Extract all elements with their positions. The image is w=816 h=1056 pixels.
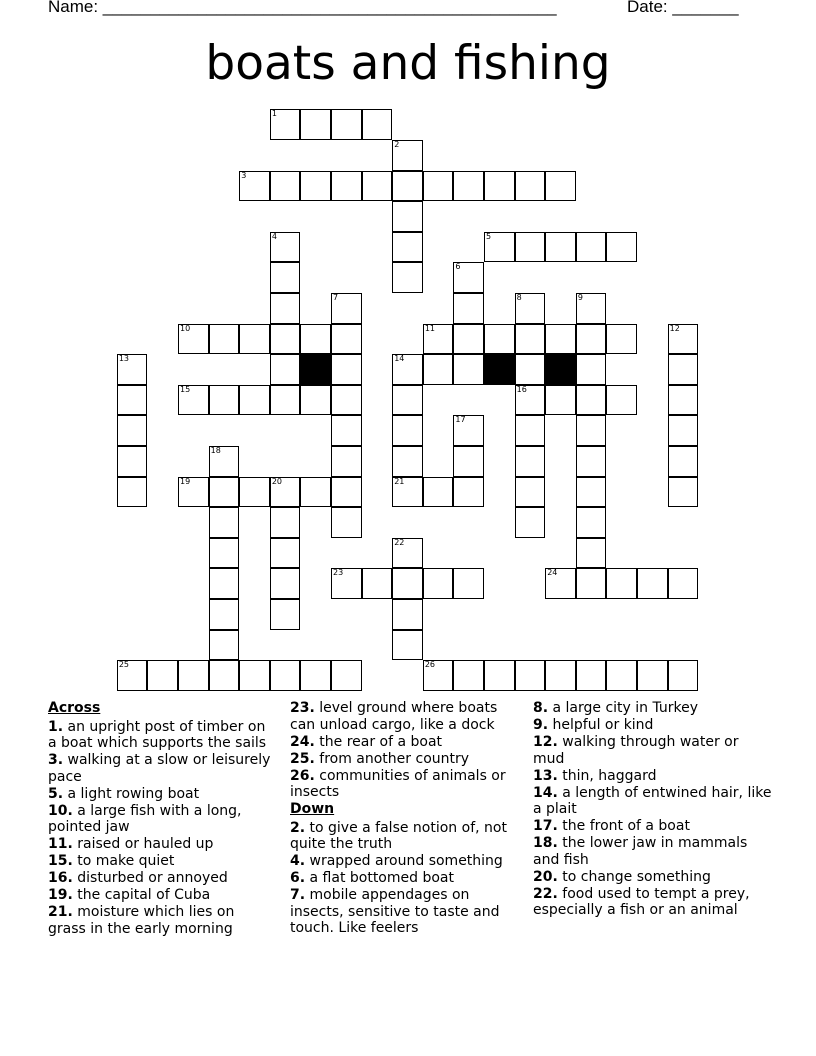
- grid-cell[interactable]: [331, 354, 362, 385]
- clue-text: wrapped around something: [305, 853, 503, 869]
- clue-item: [533, 835, 773, 868]
- clue-text: an upright post of timber on a boat which supports the sails: [48, 718, 267, 751]
- clue-number: 17: [455, 415, 466, 425]
- grid-cell[interactable]: [270, 568, 301, 599]
- grid-cell[interactable]: [331, 415, 362, 446]
- grid-cell[interactable]: [515, 507, 546, 538]
- grid-cell[interactable]: [270, 538, 301, 569]
- grid-cell[interactable]: [515, 354, 546, 385]
- clue-text: level ground where boats can unload cargo, like a dock: [290, 700, 498, 733]
- grid-cell[interactable]: [117, 415, 148, 446]
- clue-number: 7: [333, 293, 339, 302]
- clue-number: 4.: [290, 853, 306, 869]
- clue-number: 6.: [290, 870, 306, 886]
- clue-text: the front of a boat: [557, 818, 690, 834]
- grid-cell[interactable]: [515, 385, 546, 416]
- clue-number: 23: [333, 568, 344, 578]
- clue-item: [48, 752, 276, 785]
- clue-number: 12.: [533, 734, 558, 750]
- grid-cell[interactable]: [239, 385, 270, 416]
- grid-cell[interactable]: [453, 171, 484, 202]
- grid-cell[interactable]: [637, 660, 668, 691]
- grid-cell[interactable]: [576, 354, 607, 385]
- grid-cell[interactable]: [576, 568, 607, 599]
- clue-text: to make quiet: [72, 853, 175, 869]
- grid-cell[interactable]: [668, 446, 699, 477]
- clue-text: helpful or kind: [548, 717, 654, 733]
- clue-item: [290, 768, 522, 801]
- grid-cell[interactable]: [453, 446, 484, 477]
- clue-number: 24.: [290, 733, 315, 750]
- clue-text: thin, haggard: [557, 767, 657, 784]
- clue-text: mobile appendages on insects, sensitive to taste and touch. Like feelers: [290, 887, 500, 936]
- grid-cell[interactable]: [331, 385, 362, 416]
- clue-number: 19: [180, 476, 191, 486]
- clue-number: 16.: [48, 870, 73, 886]
- black-square: [545, 354, 576, 385]
- grid-cell[interactable]: [117, 660, 148, 691]
- black-square: [484, 354, 515, 385]
- grid-cell[interactable]: [515, 660, 546, 691]
- date-field-label: Date: _______: [627, 0, 739, 16]
- down-heading: Down: [290, 801, 335, 817]
- clues-column-1: [48, 700, 276, 938]
- grid-cell[interactable]: [515, 293, 546, 324]
- clue-text: a length of entwined hair, like a plait: [533, 784, 772, 817]
- grid-cell[interactable]: [515, 324, 546, 355]
- clue-number: 2.: [290, 819, 306, 836]
- grid-cell[interactable]: [239, 171, 270, 202]
- grid-cell[interactable]: [668, 385, 699, 416]
- clue-item: [533, 869, 773, 886]
- grid-cell[interactable]: [576, 293, 607, 324]
- grid-cell[interactable]: [392, 201, 423, 232]
- grid-cell[interactable]: [392, 568, 423, 599]
- across-clue-list: [48, 719, 276, 938]
- clue-text: walking at a slow or leisurely pace: [48, 752, 271, 785]
- grid-cell[interactable]: [637, 568, 668, 599]
- grid-cell[interactable]: [392, 232, 423, 263]
- grid-cell[interactable]: [270, 293, 301, 324]
- grid-cell[interactable]: [392, 599, 423, 630]
- clue-text: the lower jaw in mammals and fish: [533, 835, 748, 868]
- clue-number: 26: [424, 660, 435, 670]
- clue-number: 8: [516, 293, 522, 302]
- grid-cell[interactable]: [300, 660, 331, 691]
- grid-cell[interactable]: [515, 477, 546, 508]
- grid-cell[interactable]: [392, 415, 423, 446]
- grid-cell[interactable]: [453, 324, 484, 355]
- grid-cell[interactable]: [576, 446, 607, 477]
- across-heading: Across: [48, 700, 101, 716]
- page-title: boats and fishing: [205, 36, 611, 91]
- clue-text: raised or hauled up: [72, 836, 214, 852]
- clue-text: the rear of a boat: [314, 733, 443, 750]
- clue-number: 1.: [48, 718, 64, 735]
- clue-number: 21.: [48, 904, 73, 920]
- clue-item: [533, 700, 773, 717]
- grid-cell[interactable]: [362, 109, 393, 140]
- grid-cell[interactable]: [392, 171, 423, 202]
- clue-number: 5: [486, 231, 492, 241]
- clue-item: [290, 887, 522, 937]
- clue-number: 1: [271, 109, 277, 119]
- grid-cell[interactable]: [606, 324, 637, 355]
- clue-text: a flat bottomed boat: [305, 870, 454, 886]
- grid-cell[interactable]: [392, 385, 423, 416]
- clue-number: 14: [394, 354, 405, 364]
- grid-cell[interactable]: [423, 324, 454, 355]
- grid-cell[interactable]: [392, 538, 423, 569]
- clue-number: 25: [118, 660, 129, 670]
- grid-cell[interactable]: [331, 109, 362, 140]
- grid-cell[interactable]: [270, 262, 301, 293]
- grid-cell[interactable]: [423, 660, 454, 691]
- clue-number: 3.: [48, 752, 64, 768]
- grid-cell[interactable]: [331, 507, 362, 538]
- grid-cell[interactable]: [576, 507, 607, 538]
- grid-cell[interactable]: [545, 232, 576, 263]
- grid-cell[interactable]: [545, 385, 576, 416]
- grid-cell[interactable]: [178, 477, 209, 508]
- grid-cell[interactable]: [515, 446, 546, 477]
- grid-cell[interactable]: [453, 568, 484, 599]
- clue-number: 5.: [48, 785, 64, 802]
- grid-cell[interactable]: [331, 477, 362, 508]
- grid-cell[interactable]: [545, 660, 576, 691]
- grid-cell[interactable]: [545, 568, 576, 599]
- grid-cell[interactable]: [117, 354, 148, 385]
- grid-cell[interactable]: [576, 660, 607, 691]
- grid-cell[interactable]: [668, 415, 699, 446]
- grid-cell[interactable]: [453, 477, 484, 508]
- grid-cell[interactable]: [515, 171, 546, 202]
- grid-cell[interactable]: [270, 171, 301, 202]
- grid-cell[interactable]: [270, 385, 301, 416]
- grid-cell[interactable]: [209, 507, 240, 538]
- grid-cell[interactable]: [209, 477, 240, 508]
- clue-item: [48, 719, 276, 752]
- clue-number: 11: [424, 323, 435, 333]
- grid-cell[interactable]: [270, 109, 301, 140]
- grid-cell[interactable]: [117, 446, 148, 477]
- clue-item: [533, 886, 773, 919]
- clue-number: 20.: [533, 868, 558, 885]
- clue-item: [290, 853, 522, 870]
- grid-cell[interactable]: [239, 660, 270, 691]
- grid-cell[interactable]: [606, 385, 637, 416]
- clue-number: 8.: [533, 700, 549, 716]
- clue-item: [48, 836, 276, 853]
- grid-cell[interactable]: [270, 232, 301, 263]
- clue-number: 21: [394, 476, 405, 486]
- clue-item: [290, 870, 522, 887]
- clue-item: [290, 700, 522, 733]
- grid-cell[interactable]: [484, 324, 515, 355]
- clue-number: 6: [455, 262, 461, 272]
- grid-cell[interactable]: [453, 293, 484, 324]
- clue-number: 15.: [48, 853, 73, 869]
- grid-cell[interactable]: [668, 324, 699, 355]
- grid-cell[interactable]: [453, 354, 484, 385]
- clue-item: [48, 904, 276, 937]
- grid-cell[interactable]: [515, 415, 546, 446]
- grid-cell[interactable]: [668, 660, 699, 691]
- clue-number: 18.: [533, 835, 558, 851]
- across-clue-list-continued: [290, 700, 522, 801]
- clue-number: 9.: [533, 717, 549, 733]
- clue-number: 3: [241, 170, 247, 180]
- grid-cell[interactable]: [576, 538, 607, 569]
- down-clue-list: [290, 820, 522, 937]
- clue-number: 7.: [290, 887, 306, 903]
- grid-cell[interactable]: [423, 171, 454, 202]
- grid-cell[interactable]: [453, 262, 484, 293]
- grid-cell[interactable]: [331, 568, 362, 599]
- grid-cell[interactable]: [392, 477, 423, 508]
- clue-number: 11.: [48, 836, 73, 852]
- clue-number: 9: [577, 293, 583, 302]
- grid-cell[interactable]: [209, 660, 240, 691]
- grid-cell[interactable]: [270, 477, 301, 508]
- grid-cell[interactable]: [178, 324, 209, 355]
- clue-number: 10: [180, 323, 191, 333]
- clue-text: the capital of Cuba: [72, 887, 211, 903]
- black-square: [300, 354, 331, 385]
- grid-cell[interactable]: [300, 324, 331, 355]
- grid-cell[interactable]: [117, 385, 148, 416]
- clue-text: a light rowing boat: [63, 785, 200, 802]
- grid-cell[interactable]: [545, 324, 576, 355]
- clue-item: [290, 734, 522, 751]
- grid-cell[interactable]: [423, 568, 454, 599]
- grid-cell[interactable]: [392, 140, 423, 171]
- grid-cell[interactable]: [300, 477, 331, 508]
- grid-cell[interactable]: [178, 385, 209, 416]
- grid-cell[interactable]: [606, 232, 637, 263]
- clue-number: 19.: [48, 887, 73, 903]
- grid-cell[interactable]: [209, 568, 240, 599]
- clue-number: 4: [271, 231, 277, 241]
- clue-item: [290, 820, 522, 853]
- clue-text: a large fish with a long, pointed jaw: [48, 802, 242, 835]
- grid-cell[interactable]: [331, 324, 362, 355]
- clue-number: 10.: [48, 802, 73, 819]
- grid-cell[interactable]: [331, 171, 362, 202]
- clue-item: [533, 717, 773, 734]
- clue-number: 22: [394, 537, 405, 547]
- grid-cell[interactable]: [392, 446, 423, 477]
- grid-cell[interactable]: [117, 477, 148, 508]
- clue-item: [533, 818, 773, 835]
- clue-text: walking through water or mud: [533, 734, 739, 767]
- clues-column-3: [533, 700, 773, 919]
- grid-cell[interactable]: [423, 354, 454, 385]
- grid-cell[interactable]: [668, 477, 699, 508]
- clue-item: [290, 751, 522, 768]
- clue-number: 15: [180, 384, 191, 394]
- grid-cell[interactable]: [209, 538, 240, 569]
- clue-text: food used to tempt a prey, especially a fish or an animal: [533, 885, 750, 918]
- grid-cell[interactable]: [209, 446, 240, 477]
- clue-item: [48, 786, 276, 803]
- grid-cell[interactable]: [209, 630, 240, 661]
- grid-cell[interactable]: [270, 660, 301, 691]
- name-field-label: Name: ________________________________________________: [48, 0, 557, 16]
- grid-cell[interactable]: [300, 171, 331, 202]
- grid-cell[interactable]: [331, 660, 362, 691]
- grid-cell[interactable]: [453, 415, 484, 446]
- grid-cell[interactable]: [331, 293, 362, 324]
- clue-number: 18: [210, 446, 221, 455]
- clue-item: [48, 803, 276, 836]
- clue-text: communities of animals or insects: [290, 767, 506, 800]
- clue-number: 12: [669, 323, 680, 333]
- clue-item: [48, 870, 276, 887]
- grid-cell[interactable]: [300, 385, 331, 416]
- clue-text: to give a false notion of, not quite the truth: [290, 819, 507, 852]
- grid-cell[interactable]: [576, 232, 607, 263]
- clue-text: a large city in Turkey: [548, 700, 699, 716]
- grid-cell[interactable]: [453, 660, 484, 691]
- grid-cell[interactable]: [423, 477, 454, 508]
- grid-cell[interactable]: [576, 477, 607, 508]
- grid-cell[interactable]: [147, 660, 178, 691]
- grid-cell[interactable]: [362, 568, 393, 599]
- clue-item: [48, 887, 276, 904]
- clue-number: 13.: [533, 767, 558, 784]
- grid-cell[interactable]: [300, 109, 331, 140]
- clue-item: [533, 785, 773, 818]
- clue-text: from another country: [314, 750, 470, 767]
- grid-cell[interactable]: [239, 324, 270, 355]
- grid-cell[interactable]: [270, 507, 301, 538]
- clue-number: 24: [547, 568, 558, 578]
- grid-cell[interactable]: [668, 354, 699, 385]
- grid-cell[interactable]: [362, 171, 393, 202]
- clue-number: 17.: [533, 818, 558, 834]
- clue-number: 13: [118, 354, 129, 364]
- grid-cell[interactable]: [239, 477, 270, 508]
- clue-number: 16: [516, 384, 527, 394]
- grid-cell[interactable]: [392, 354, 423, 385]
- clues-column-2: [290, 700, 522, 937]
- grid-cell[interactable]: [606, 660, 637, 691]
- grid-cell[interactable]: [576, 385, 607, 416]
- clue-item: [533, 768, 773, 785]
- clue-number: 22.: [533, 885, 558, 902]
- clue-text: disturbed or annoyed: [72, 870, 228, 886]
- grid-cell[interactable]: [606, 568, 637, 599]
- grid-cell[interactable]: [270, 354, 301, 385]
- grid-cell[interactable]: [178, 660, 209, 691]
- grid-cell[interactable]: [270, 599, 301, 630]
- clue-item: [48, 853, 276, 870]
- grid-cell[interactable]: [392, 630, 423, 661]
- clue-number: 25.: [290, 750, 315, 767]
- grid-cell[interactable]: [392, 262, 423, 293]
- grid-cell[interactable]: [209, 599, 240, 630]
- grid-cell[interactable]: [576, 324, 607, 355]
- grid-cell[interactable]: [331, 446, 362, 477]
- down-clue-list-continued: [533, 700, 773, 919]
- grid-cell[interactable]: [209, 324, 240, 355]
- clue-number: 26.: [290, 767, 315, 784]
- clue-number: 14.: [533, 784, 558, 801]
- clue-number: 20: [271, 476, 282, 486]
- grid-cell[interactable]: [515, 232, 546, 263]
- grid-cell[interactable]: [668, 568, 699, 599]
- grid-cell[interactable]: [484, 171, 515, 202]
- grid-cell[interactable]: [576, 415, 607, 446]
- grid-cell[interactable]: [484, 660, 515, 691]
- clue-text: moisture which lies on grass in the early morning: [48, 904, 235, 937]
- clue-number: 23.: [290, 700, 315, 716]
- grid-cell[interactable]: [484, 232, 515, 263]
- grid-cell[interactable]: [270, 324, 301, 355]
- clue-item: [533, 734, 773, 767]
- grid-cell[interactable]: [545, 171, 576, 202]
- grid-cell[interactable]: [209, 385, 240, 416]
- clue-text: to change something: [557, 868, 711, 885]
- clue-number: 2: [394, 140, 400, 149]
